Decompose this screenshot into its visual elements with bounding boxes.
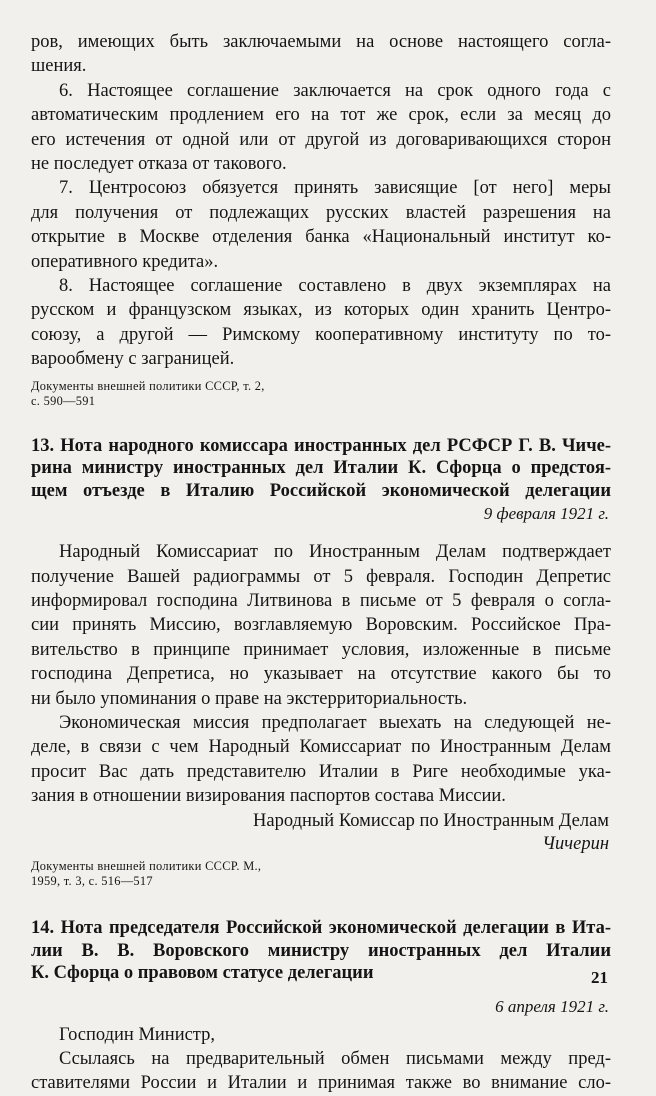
text-line: ни было упоминания о праве на экстерриториальность.	[31, 688, 468, 709]
heading-line: лии В. В. Воровского министру иностранных дел Италии	[31, 940, 611, 961]
text-line: вительство в принципе принимает условия, изложенные в письме	[31, 639, 611, 660]
text-line: ставителями России и Италии и принимая также во внимание сло-	[31, 1073, 611, 1094]
text-line: его истечения от одной или от другой из договаривающихся сторон	[31, 129, 611, 150]
text-line: просит Вас дать представителю Италии в Риге необходимые ука-	[31, 761, 611, 782]
document-date: 6 апреля 1921 г.	[495, 996, 609, 1016]
text-line: варообмену с заграницей.	[31, 349, 235, 370]
text-line: Экономическая миссия предполагает выехать на следующей не-	[59, 713, 611, 734]
text-line: зания в отношении визирования паспортов состава Миссии.	[31, 786, 506, 807]
text-line: Ссылаясь на предварительный обмен письмами между пред-	[59, 1048, 611, 1069]
signature-name: Чичерин	[542, 834, 609, 855]
heading-line: 14. Нота председателя Российской экономической делегации в Ита-	[31, 918, 611, 939]
text-line: шения.	[31, 56, 87, 77]
heading-line: щем отъезде в Италию Российской экономической делегации	[31, 480, 611, 501]
source-citation: Документы внешней политики СССР, т. 2,	[31, 378, 265, 393]
text-line: информировал господина Литвинова в письме от 5 февраля о согла-	[31, 591, 611, 611]
source-citation: 1959, т. 3, с. 516—517	[31, 874, 153, 889]
document-14-heading	[31, 917, 611, 985]
text-line: русском и французском языках, из которых один хранить Центро-	[31, 300, 611, 321]
text-line: для получения от подлежащих русских властей разрешения на	[31, 202, 611, 223]
text-line: союзу, а другой — Римскому кооперативному институту по то-	[31, 324, 611, 345]
source-citation: с. 590—591	[31, 393, 96, 408]
page-number: 21	[591, 968, 608, 987]
signature-title: Народный Комиссар по Иностранным Делам	[253, 810, 609, 831]
text-line: 8. Настоящее соглашение составлено в двух экземплярах на	[59, 276, 611, 297]
heading-line: К. Сфорца о правовом статусе делегации	[31, 963, 374, 984]
text-line: открытие в Москве отделения банка «Национальный институт ко-	[31, 227, 611, 248]
text-line: получение Вашей радиограммы от 5 февраля. Господин Депретис	[31, 566, 611, 587]
text-line: господина Депретиса, но указывает на отсутствие какого бы то	[31, 664, 611, 685]
document-14-text	[31, 1023, 611, 1096]
section-12-text	[31, 30, 611, 372]
text-line: сии принять Миссию, возглавляемую Воровским. Российское Пра-	[31, 615, 611, 636]
text-line: Народный Комиссариат по Иностранным Делам подтверждает	[59, 542, 611, 563]
document-page	[31, 30, 611, 1096]
text-line: не последует отказа от такового.	[31, 154, 287, 175]
source-citation: Документы внешней политики СССР. М.,	[31, 859, 262, 874]
text-line: ров, имеющих быть заключаемыми на основе настоящего согла-	[31, 32, 611, 52]
document-date: 9 февраля 1921 г.	[483, 504, 609, 524]
text-line: 6. Настоящее соглашение заключается на срок одного года с	[59, 80, 611, 101]
text-line: 7. Центросоюз обязуется принять зависящие [от него] меры	[59, 178, 611, 199]
text-line: автоматическим продлением его на тот же срок, если за месяц до	[31, 105, 611, 126]
text-line: Господин Министр,	[59, 1024, 215, 1045]
document-13-heading	[31, 435, 611, 503]
heading-line: рина министру иностранных дел Италии К. Сфорца о предстоя-	[31, 458, 611, 479]
text-line: деле, в связи с чем Народный Комиссариат по Иностранным Делам	[31, 737, 611, 758]
heading-line: 13. Нота народного комиссара иностранных дел РСФСР Г. В. Чиче-	[31, 435, 611, 456]
text-line: оперативного кредита».	[31, 251, 219, 272]
document-13-text	[31, 540, 611, 808]
